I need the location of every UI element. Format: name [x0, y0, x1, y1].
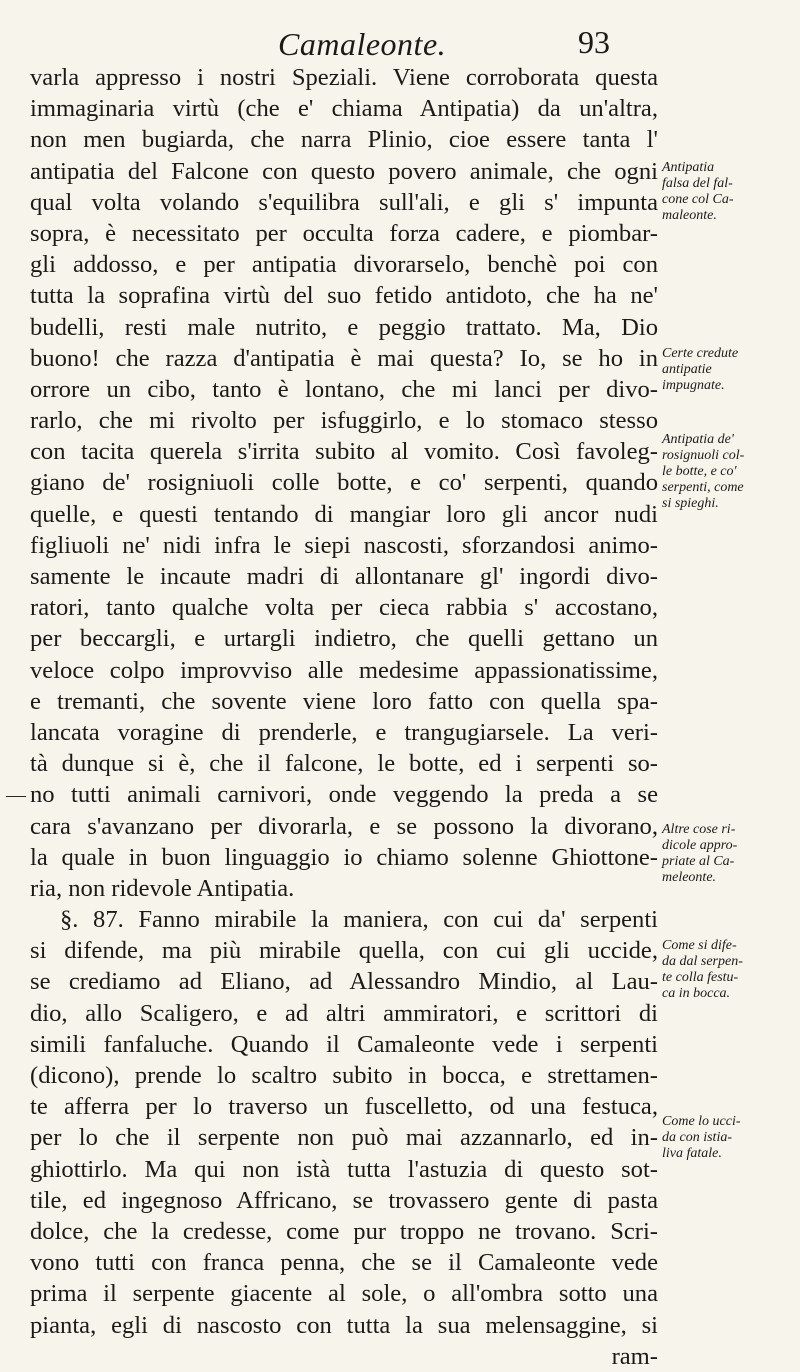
text-line: budelli, resti male nutrito, e peggio trattato. Ma, Dio	[30, 313, 658, 341]
note-line: impugnate.	[662, 378, 725, 393]
note-line: antipatie	[662, 362, 712, 377]
margin-note-falcon-antipathy	[662, 160, 794, 224]
text-line: samente le incaute madri di allontanare gl' ingordi divo-	[30, 563, 658, 590]
text-line: no tutti animali carnivori, onde veggendo la preda a se	[30, 781, 658, 809]
note-line: da dal serpen-	[662, 954, 743, 969]
text-line: tutta la soprafina virtù del suo fetido antidoto, che ha ne'	[30, 282, 658, 310]
note-line: cone col Ca-	[662, 192, 734, 207]
section-87-start: §. 87. Fanno mirabile la maniera, con cui da' serpenti	[60, 906, 658, 934]
text-line: tà dunque si è, che il falcone, le botte, ed i serpenti so-	[30, 750, 658, 778]
text-line: lancata voragine di prenderle, e trangugiarsele. La veri-	[30, 718, 658, 746]
text-line: gli addosso, e per antipatia divorarselo, benchè poi con	[30, 251, 658, 279]
text-line: antipatia del Falcone con questo povero animale, che ogni	[30, 157, 658, 185]
note-line: liva fatale.	[662, 1146, 722, 1161]
text-line: figliuoli ne' nidi infra le siepi nascosti, sforzandosi animo-	[30, 531, 658, 559]
note-line: ca in bocca.	[662, 986, 731, 1001]
text-line: se crediamo ad Eliano, ad Alessandro Mindio, al Lau-	[30, 968, 658, 996]
text-line: si difende, ma più mirabile quella, con cui gli uccide,	[30, 937, 658, 965]
text-line: dio, allo Scaligero, e ad altri ammiratori, e scrittori di	[30, 999, 658, 1027]
note-line: maleonte.	[662, 208, 717, 223]
text-line: rarlo, che mi rivolto per isfuggirlo, e lo stomaco stesso	[30, 407, 658, 435]
text-line: tile, ed ingegnoso Affricano, se trovassero gente di pasta	[30, 1186, 658, 1214]
running-head	[0, 22, 800, 66]
margin-note-nightingales	[662, 432, 794, 512]
text-line: te afferra per lo traverso un fuscelletto, od una festuca,	[30, 1093, 658, 1121]
text-line: giano de' rosigniuoli colle botte, e co' serpenti, quando	[30, 469, 658, 497]
note-line: meleonte.	[662, 870, 717, 885]
text-line: qual volta volando s'equilibra sull'ali, e gli s' impunta	[30, 188, 658, 216]
text-line: simili fanfaluche. Quando il Camaleonte vede i serpenti	[30, 1030, 658, 1058]
margin-note-antipathies-disputed	[662, 346, 794, 394]
text-line: non men bugiarda, che narra Plinio, cioe essere tanta l'	[30, 126, 658, 154]
note-line: si spieghi.	[662, 496, 719, 511]
text-line: immaginaria virtù (che e' chiama Antipatia) da un'altra,	[30, 95, 658, 123]
note-line: Certe credute	[662, 346, 739, 361]
text-line: varla appresso i nostri Speziali. Viene corroborata questa	[30, 64, 658, 91]
text-line: ratori, tanto qualche volta per cieca rabbia s' accostano,	[30, 594, 658, 622]
note-line: le botte, e co'	[662, 464, 737, 479]
body-text	[30, 62, 658, 1372]
margin-note-fatal-saliva	[662, 1114, 794, 1162]
note-line: priate al Ca-	[662, 854, 735, 869]
margin-note-straw-defense	[662, 938, 794, 1002]
text-line: e tremanti, che sovente viene loro fatto con quella spa-	[30, 687, 658, 715]
text-line: per beccargli, e urtargli indietro, che quelli gettano un	[30, 625, 658, 653]
text-line: per lo che il serpente non può mai azzannarlo, ed in-	[30, 1124, 658, 1152]
running-title: Camaleonte.	[278, 26, 447, 62]
text-line: dolce, che la credesse, come pur troppo ne trovano. Scri-	[30, 1217, 658, 1245]
note-line: rosignuoli col-	[662, 448, 745, 463]
margin-note-other-things	[662, 822, 794, 886]
text-line: buono! che razza d'antipatia è mai questa? Io, se ho in	[30, 344, 658, 372]
text-line: ghiottirlo. Ma qui non istà tutta l'astuzia di questo sot-	[30, 1155, 658, 1183]
note-line: Antipatia de'	[662, 432, 734, 447]
text-line: orrore un cibo, tanto è lontano, che mi lanci per divo-	[30, 375, 658, 403]
catchword: ram-	[611, 1342, 658, 1370]
text-line: (dicono), prende lo scaltro subito in bocca, e strettamen-	[30, 1062, 658, 1089]
note-line: Altre cose ri-	[662, 822, 736, 837]
note-line: falsa del fal-	[662, 176, 733, 191]
section-rule-mark	[6, 796, 26, 797]
text-line: cara s'avanzano per divorarla, e se possono la divorano,	[30, 812, 658, 840]
text-line: vono tutti con franca penna, che se il Camaleonte vede	[30, 1249, 658, 1277]
page-number: 93	[578, 24, 610, 60]
text-line: quelle, e questi tentando di mangiar loro gli ancor nudi	[30, 500, 658, 528]
note-line: serpenti, come	[662, 480, 744, 495]
text-line: con tacita querela s'irrita subito al vomito. Così favoleg-	[30, 438, 658, 466]
text-line: veloce colpo improvviso alle medesime appassionatissime,	[30, 656, 658, 684]
text-line: ria, non ridevole Antipatia.	[30, 874, 295, 902]
text-line: sopra, è necessitato per occulta forza cadere, e piombar-	[30, 219, 658, 247]
text-line: prima il serpente giacente al sole, o all'ombra sotto una	[30, 1280, 658, 1308]
note-line: da con istia-	[662, 1130, 732, 1145]
text-line: pianta, egli di nascosto con tutta la sua melensaggine, si	[30, 1311, 658, 1339]
note-line: Come si dife-	[662, 938, 737, 953]
text-line: la quale in buon linguaggio io chiamo solenne Ghiottone-	[30, 843, 658, 871]
note-line: dicole appro-	[662, 838, 738, 853]
note-line: te colla festu-	[662, 970, 739, 985]
note-line: Antipatia	[662, 160, 715, 175]
note-line: Come lo ucci-	[662, 1114, 741, 1129]
